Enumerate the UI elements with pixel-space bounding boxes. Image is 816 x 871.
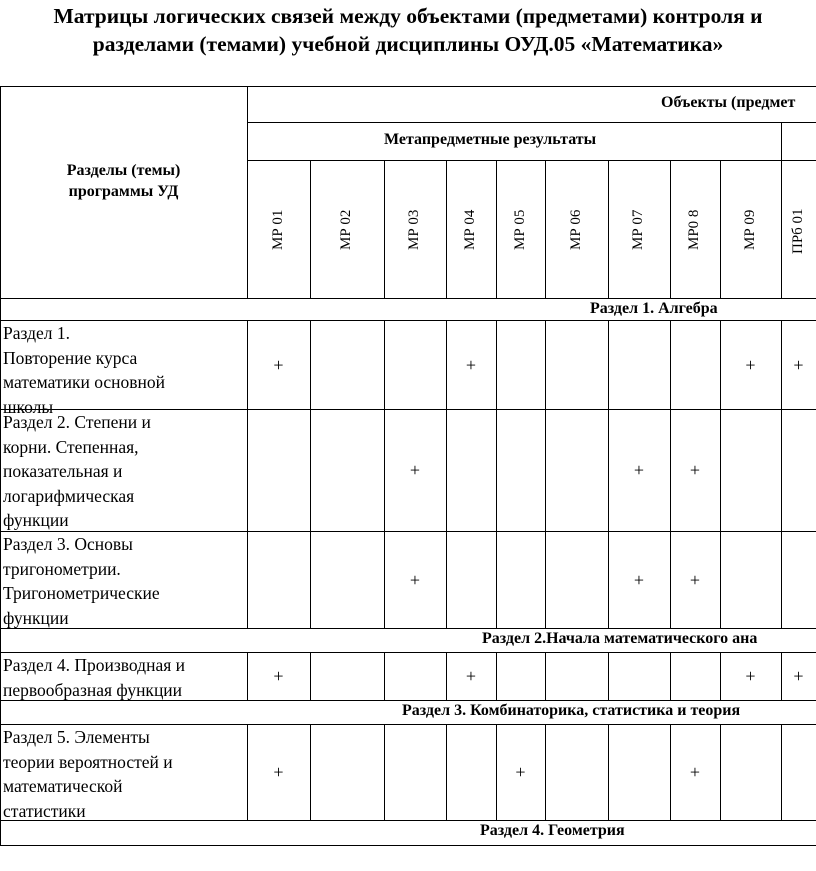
section-header: Раздел 1. Алгебра: [590, 300, 718, 317]
table-border: [545, 320, 546, 409]
row-label-line: Раздел 2. Степени и: [3, 412, 151, 432]
table-border: [310, 652, 311, 700]
plus-mark: +: [745, 354, 756, 375]
table-border: [384, 652, 385, 700]
table-border: [720, 320, 721, 409]
row-label-line: функции: [3, 607, 69, 628]
row-label-line: Раздел 4. Производная и: [3, 655, 186, 675]
table-border: [720, 531, 721, 628]
table-border: [247, 724, 248, 820]
table-border: [0, 724, 1, 820]
table-border: [310, 160, 311, 298]
table-border: [670, 652, 671, 700]
plus-mark: +: [689, 569, 701, 590]
table-border: [496, 531, 497, 628]
table-border: [720, 724, 721, 820]
row-label-line: логарифмическая: [3, 485, 135, 506]
table-border: [446, 160, 447, 298]
column-header: МР 04: [462, 209, 478, 250]
table-border: [720, 409, 721, 531]
table-border: [720, 160, 721, 298]
table-border: [496, 724, 497, 820]
table-border: [781, 409, 782, 531]
table-border: [310, 531, 311, 628]
table-border: [0, 820, 1, 845]
column-header: МР 07: [630, 209, 646, 250]
table-border: [608, 724, 609, 820]
row-label: [3, 532, 160, 630]
table-border: [0, 320, 1, 409]
table-border: [781, 652, 782, 700]
row-label-line: Раздел 5. Элементы: [3, 727, 150, 747]
table-border: [446, 320, 447, 409]
meta-results-header: Метапредметные результаты: [384, 131, 597, 148]
table-border: [0, 531, 1, 628]
row-label: [3, 410, 151, 533]
plus-mark: +: [633, 569, 645, 590]
table-border: [0, 700, 1, 724]
column-header: МР 01: [269, 209, 286, 250]
table-border: [0, 628, 1, 652]
table-border: [247, 320, 248, 409]
plus-mark: +: [745, 666, 756, 686]
row-label-line: математики основной: [3, 372, 166, 392]
column-header: ПРб 01: [789, 208, 806, 254]
table-border: [608, 409, 609, 531]
table-border: [608, 652, 609, 700]
table-border: [608, 160, 609, 298]
title-line-1: Матрицы логических связей между объектами (предметами) контроля и: [53, 4, 763, 28]
table-border: [781, 531, 782, 628]
table-border: [247, 652, 248, 700]
row-header-line-2: программы УД: [68, 183, 179, 200]
table-border: [720, 652, 721, 700]
table-border: [781, 320, 782, 409]
title-line-2: разделами (темами) учебной дисциплины ОУД.05 «Математика»: [92, 32, 724, 56]
table-border: [0, 86, 816, 87]
plus-mark: +: [409, 460, 421, 480]
table-border: [545, 531, 546, 628]
table-border: [496, 320, 497, 409]
row-label-line: Раздел 1.: [3, 323, 71, 343]
column-header: МР 02: [338, 209, 354, 250]
row-label-line: Повторение курса: [3, 347, 138, 368]
row-label-line: школы: [3, 396, 54, 417]
table-border: [781, 724, 782, 820]
table-border: [545, 409, 546, 531]
table-border: [384, 160, 385, 298]
table-border: [496, 652, 497, 700]
plus-mark: +: [465, 354, 477, 375]
plus-mark: +: [273, 762, 284, 782]
column-header: МР 05: [511, 209, 528, 250]
table-border: [384, 320, 385, 409]
row-label-line: Тригонометрические: [3, 583, 160, 603]
table-border: [384, 724, 385, 820]
column-header: МР 06: [567, 209, 584, 250]
table-border: [247, 122, 816, 123]
table-border: [310, 409, 311, 531]
table-border: [446, 652, 447, 700]
plus-mark: +: [409, 569, 421, 590]
plus-mark: +: [515, 762, 526, 782]
row-label-line: Раздел 3. Основы: [3, 534, 133, 554]
table-border: [0, 845, 816, 846]
row-label: [3, 725, 173, 823]
row-label-line: корни. Степенная,: [3, 436, 139, 457]
plus-mark: +: [793, 354, 804, 375]
table-border: [545, 652, 546, 700]
table-border: [0, 652, 1, 700]
table-border: [781, 122, 782, 298]
section-header: Раздел 2.Начала математического ана: [482, 630, 758, 647]
row-header-line-1: Разделы (темы): [66, 162, 181, 179]
column-header: МР0 8: [686, 209, 702, 250]
row-label-line: функции: [3, 510, 69, 530]
table-border: [247, 86, 248, 298]
table-border: [670, 724, 671, 820]
row-label-line: теории вероятностей и: [3, 751, 173, 772]
row-label-line: первообразная функции: [3, 679, 183, 700]
section-header: Раздел 3. Комбинаторика, статистика и теория: [402, 702, 741, 719]
table-border: [545, 724, 546, 820]
row-label: [3, 321, 165, 419]
table-border: [384, 409, 385, 531]
table-border: [310, 724, 311, 820]
table-border: [247, 160, 816, 161]
row-label-line: статистики: [3, 800, 86, 821]
plus-mark: +: [689, 460, 701, 480]
column-header: МР 09: [741, 209, 758, 250]
table-border: [608, 320, 609, 409]
table-border: [384, 531, 385, 628]
table-border: [446, 531, 447, 628]
table-border: [446, 409, 447, 531]
table-border: [545, 160, 546, 298]
table-border: [247, 531, 248, 628]
row-label-line: математической: [3, 776, 123, 796]
row-label-line: тригонометрии.: [3, 558, 121, 579]
row-label-line: показательная и: [3, 461, 123, 481]
table-border: [670, 160, 671, 298]
section-header: Раздел 4. Геометрия: [480, 822, 625, 839]
plus-mark: +: [793, 666, 804, 686]
table-border: [496, 409, 497, 531]
table-border: [670, 409, 671, 531]
plus-mark: +: [273, 666, 284, 686]
table-border: [496, 160, 497, 298]
table-border: [0, 298, 1, 320]
plus-mark: +: [633, 460, 645, 480]
row-label: [3, 653, 185, 702]
table-border: [0, 409, 1, 531]
row-header-label: [0, 160, 247, 202]
table-border: [670, 531, 671, 628]
table-border: [608, 531, 609, 628]
table-border: [446, 724, 447, 820]
table-border: [670, 320, 671, 409]
plus-mark: +: [689, 762, 701, 782]
table-border: [310, 320, 311, 409]
plus-mark: +: [465, 666, 477, 686]
column-header: МР 03: [406, 209, 422, 250]
objects-header: Объекты (предмет: [661, 94, 796, 111]
table-border: [247, 409, 248, 531]
plus-mark: +: [273, 354, 284, 375]
